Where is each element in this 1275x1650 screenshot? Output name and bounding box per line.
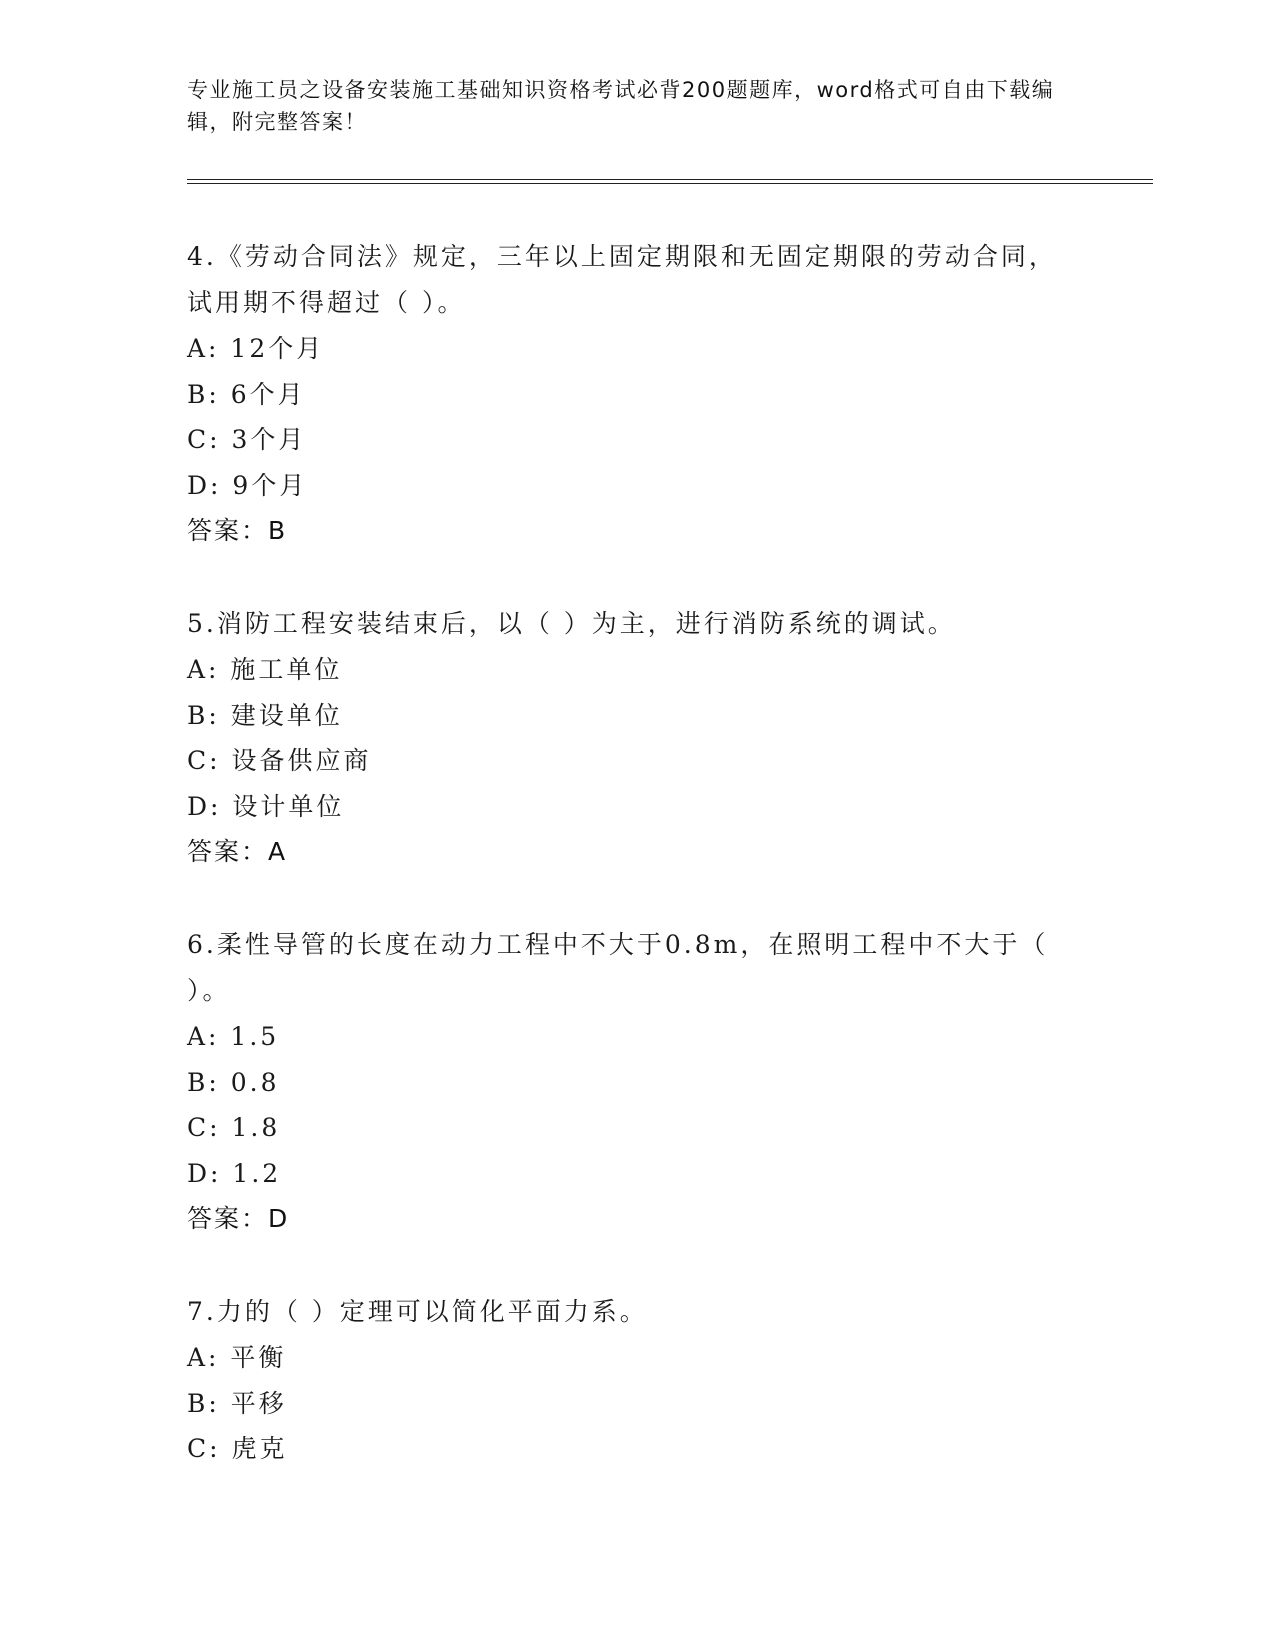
option-a: A: 平衡 <box>187 1343 287 1372</box>
answer-label: 答案：A <box>187 837 288 866</box>
option-a: A: 施工单位 <box>187 655 343 684</box>
option-b: B: 6个月 <box>187 379 306 409</box>
option-c: C: 1.8 <box>187 1113 281 1142</box>
question-stem: 7.力的（ ）定理可以简化平面力系。 <box>187 1297 648 1326</box>
option-c: C: 设备供应商 <box>187 746 372 775</box>
option-d: D: 设计单位 <box>187 791 345 821</box>
option-b: B: 平移 <box>187 1388 287 1418</box>
option-c: C: 虎克 <box>187 1434 288 1463</box>
question-5 <box>187 601 1067 875</box>
header-divider <box>187 179 1153 184</box>
question-stem: 4.《劳动合同法》规定，三年以上固定期限和无固定期限的劳动合同，试用期不得超过（ ）。 <box>187 242 1057 317</box>
question-stem: 5.消防工程安装结束后，以（ ）为主，进行消防系统的调试。 <box>187 609 956 638</box>
option-a: A: 1.5 <box>187 1022 280 1051</box>
question-stem: 6.柔性导管的长度在动力工程中不大于0.8m，在照明工程中不大于（ ）。 <box>187 930 1049 1005</box>
answer-label: 答案：B <box>187 516 288 545</box>
option-c: C: 3个月 <box>187 425 307 454</box>
answer-label: 答案：D <box>187 1204 290 1233</box>
option-d: D: 1.2 <box>187 1158 282 1188</box>
question-4 <box>187 234 1067 554</box>
question-6 <box>187 922 1067 1242</box>
option-d: D: 9个月 <box>187 470 308 500</box>
option-b: B: 建设单位 <box>187 700 343 730</box>
document-header: 专业施工员之设备安装施工基础知识资格考试必背200题题库，word格式可自由下载编辑，附完整答案！ <box>187 78 1055 134</box>
question-list <box>187 234 1067 1519</box>
question-7 <box>187 1289 1067 1472</box>
option-a: A: 12个月 <box>187 334 325 363</box>
option-b: B: 0.8 <box>187 1067 280 1097</box>
